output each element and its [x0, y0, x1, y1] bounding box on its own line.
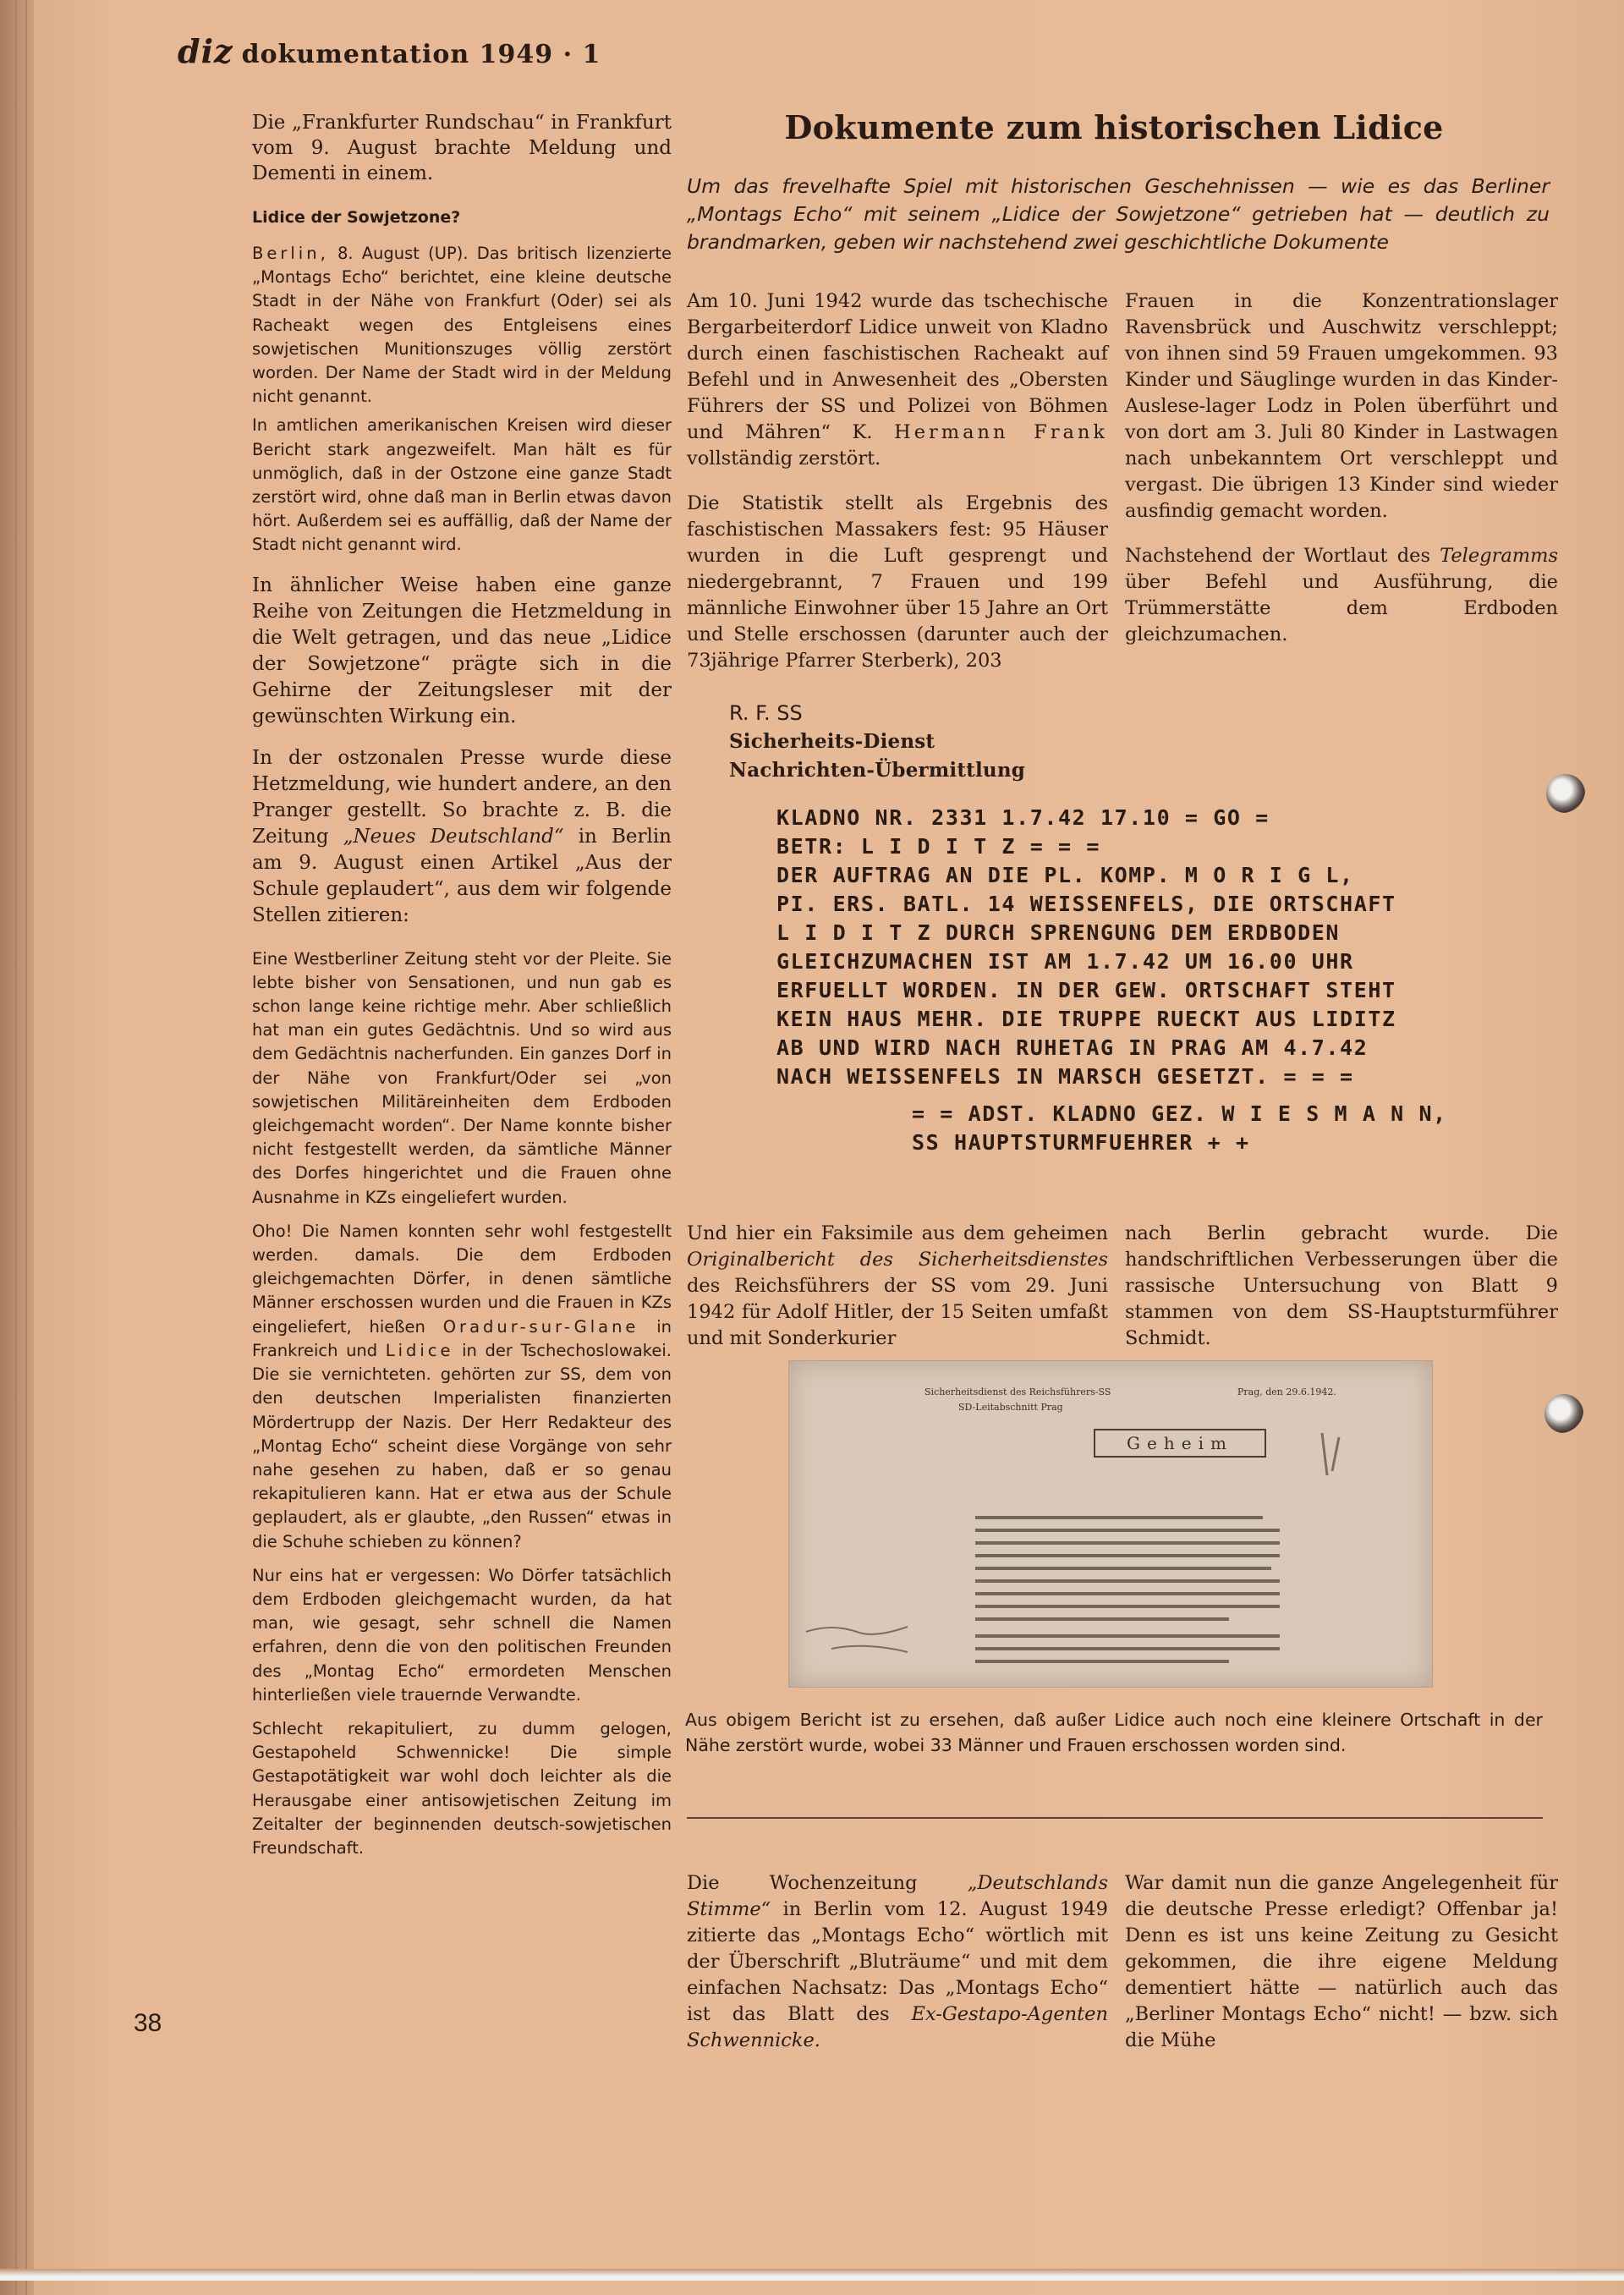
telegram-signature: = = ADST. KLADNO GEZ. W I E S M A N N,	[912, 1101, 1447, 1126]
telegram-line: DER AUFTRAG AN DIE PL. KOMP. M O R I G L,	[776, 863, 1354, 887]
report-paragraph: Berlin, 8. August (UP). Das britisch lizenzierte „Montags Echo“ berichtet, eine kleine deutsche Stadt in der Nähe von Frankfurt (Oder) sei als Racheakt wegen des Entgleisens eines sowjetischen Munitionszuges völlig zerstört worden. Der Name der Stadt wird in der Meldung nicht genannt.	[252, 244, 672, 407]
punch-hole	[1544, 1394, 1583, 1433]
body-paragraph: Die Statistik stellt als Ergebnis des faschistischen Massakers fest: 95 Häuser wurden in die Luft gesprengt und niedergebrannt, 7 Frauen und 199 männliche Einwohner über 15 Jahre an Ort und Stelle erschossen (darunter auch der 73jährige Pfarrer Sterberk), 203	[687, 492, 1108, 672]
body-paragraph: Am 10. Juni 1942 wurde das tschechische Bergarbeiterdorf Lidice unweit von Kladno durch einen faschistischen Racheakt auf Befehl und in Anwesenheit des „Obersten Führers der SS und Polizei von Böhmen und Mähren“ K. Hermann Frank vollständig zerstört.	[687, 289, 1109, 469]
body-paragraph: Und hier ein Faksimile aus dem geheimen Originalbericht des Sicherheitsdienstes des Reichsführers der SS vom 29. Juni 1942 für Adolf Hitler, der 15 Seiten umfaßt und mit Sonderkurier	[687, 1222, 1108, 1349]
telegram-line: AB UND WIRD NACH RUHETAG IN PRAG AM 4.7.42	[776, 1035, 1369, 1060]
body-paragraph: Nachstehend der Wortlaut des Telegramms über Befehl und Ausführung, die Trümmerstätte dem Erdboden gleichzumachen.	[1125, 545, 1558, 645]
quote-paragraph: Schlecht rekapituliert, zu dumm gelogen, Gestapoheld Schwennicke! Die simple Gestapotätigkeit war wohl doch leichter als die Herausgabe einer antisowjetischen Zeitung im Zeitalter der beginnenden deutsch-sowjetischen Freundschaft.	[252, 1718, 672, 1858]
telegram-line: ERFUELLT WORDEN. IN DER GEW. ORTSCHAFT STEHT	[776, 978, 1396, 1002]
telegram-signature: SS HAUPTSTURMFUEHRER + +	[912, 1130, 1250, 1155]
header-text: dokumentation 1949 · 1	[241, 40, 601, 69]
article-column-right	[1125, 1201, 1558, 1370]
header-logo: diz	[178, 32, 233, 70]
binding-stripe	[25, 0, 27, 2295]
telegram-line: GLEICHZUMACHEN IST AM 1.7.42 UM 16.00 UHR	[776, 949, 1354, 974]
article-column-left	[687, 1201, 1108, 1370]
facsimile-caption: Aus obigem Bericht ist zu ersehen, daß außer Lidice auch noch eine kleinere Ortschaft in der Nähe zerstört wurde, wobei 33 Männer und Frauen erschossen worden sind.	[685, 1710, 1543, 1755]
facsimile-header: Sicherheitsdienst des Reichsführers-SS	[924, 1386, 1111, 1397]
left-column	[252, 110, 672, 1860]
quote-paragraph: Eine Westberliner Zeitung steht vor der Pleite. Sie lebte bisher von Sensationen, und nun gab es schon lange keine richtige mehr. Aber schließlich hat man ein gutes Gedächtnis. Und so wird aus dem Gedächtnis nacherfunden. Ein ganzes Dorf in der Nähe von Frankfurt/Oder sei „von sowjetischen Militäreinheiten dem Erdboden gleichgemacht worden“. Der Name konnte bisher nicht festgestellt werden, da sämtliche Männer des Dorfes hingerichtet und die Frauen ohne Ausnahme in KZs eingeliefert wurden.	[252, 948, 672, 1207]
telegram-line: NACH WEISSENFELS IN MARSCH GESETZT. = = =	[776, 1064, 1354, 1089]
article-column-left	[687, 269, 1108, 694]
punch-hole	[1546, 774, 1585, 813]
org-line: Nachrichten-Übermittlung	[729, 759, 1026, 782]
page-bottom-edge	[0, 2269, 1624, 2281]
facsimile-date: Prag, den 29.6.1942.	[1237, 1386, 1336, 1397]
quote-paragraph: Oho! Die Namen konnten sehr wohl festgestellt werden. damals. Die dem Erdboden gleichgemachten Dörfer, in denen sämtliche Männer erschossen wurden und die Frauen in KZs eingeliefert, hießen Oradur-sur-Glane in Frankreich und Lidice in der Tschechoslowakei. Die sie vernichteten. gehörten zur SS, dem von den deutschen Imperialisten finanzierten Mördertrupp der Nazis. Der Herr Redakteur des „Montag Echo“ scheint diese Vorgänge von sehr nahe gesehen zu haben, daß er so genau rekapitulieren kann. Hat er etwa aus der Schule geplaudert, als er glaubte, „den Russen“ etwas in die Schuhe schieben zu können?	[252, 1221, 672, 1551]
intro-paragraph: Die „Frankfurter Rundschau“ in Frankfurt vom 9. August brachte Meldung und Dementi in einem.	[252, 112, 672, 184]
telegram-header	[729, 699, 1025, 785]
org-line: Sicherheits-Dienst	[729, 730, 935, 753]
running-header	[178, 32, 601, 70]
report-paragraph: In amtlichen amerikanischen Kreisen wird dieser Bericht stark angezweifelt. Man hält es für unmöglich, daß in der Ostzone eine ganze Stadt zerstört wird, ohne daß man in Berlin etwas davon hört. Außerdem sei es auffällig, daß der Name der Stadt nicht genannt wird.	[252, 415, 672, 555]
section-heading: Lidice der Sowjetzone?	[252, 208, 461, 227]
telegram-text	[776, 804, 1512, 1157]
binding-edge	[0, 0, 34, 2295]
body-paragraph: Frauen in die Konzentrationslager Ravensbrück und Auschwitz verschleppt; von ihnen sind 59 Frauen umgekommen. 93 Kinder und Säuglinge wurden in das Kinder-Auslese-lager Lodz in Polen überführt und von dort am 3. Juli 80 Kinder in Lastwagen nach unbekanntem Ort verschleppt und vergast. Die übrigen 13 Kinder sind wieder ausfindig gemacht worden.	[1125, 289, 1558, 522]
geheim-stamp: Geheim	[1094, 1429, 1266, 1458]
article-subtitle: Um das frevelhafte Spiel mit historischen Geschehnissen — wie es das Berliner „Montags Echo“ mit seinem „Lidice der Sowjetzone“ getrieben hat — deutlich zu brandmarken, geben wir nachstehend zwei geschichtliche Dokumente	[687, 174, 1550, 254]
page-number: 38	[134, 2009, 162, 2037]
facsimile-image	[788, 1360, 1433, 1688]
facsimile-text-lines	[789, 1361, 1432, 1687]
body-paragraph: nach Berlin gebracht wurde. Die handschriftlichen Verbesserungen über die rassische Untersuchung von Blatt 9 stammen von dem SS-Hauptsturmführer Schmidt.	[1125, 1222, 1558, 1349]
article-column-right	[1125, 269, 1558, 667]
article-column-right	[1125, 1851, 1558, 2073]
binding-stripe	[15, 0, 17, 2295]
quote-paragraph: Nur eins hat er vergessen: Wo Dörfer tatsächlich dem Erdboden gleichgemacht wurden, da hat man, wie gesagt, sehr schnell die Namen erfahren, denn die von den politischen Freunden des „Montag Echo“ ermordeten Menschen hinterließen viele trauernde Verwandte.	[252, 1565, 672, 1705]
telegram-line: PI. ERS. BATL. 14 WEISSENFELS, DIE ORTSCHAFT	[776, 892, 1396, 916]
body-paragraph: In ähnlicher Weise haben eine ganze Reihe von Zeitungen die Hetzmeldung in die Welt getragen, und das neue „Lidice der Sowjetzone“ prägte sich in die Gehirne der Zeitungsleser mit der gewünschten Wirkung ein.	[252, 574, 672, 727]
facsimile-header: SD-Leitabschnitt Prag	[958, 1402, 1063, 1413]
body-paragraph: War damit nun die ganze Angelegenheit für die deutsche Presse erledigt? Offenbar ja! Denn es ist uns keine Zeitung zu Gesicht gekommen, die ihre eigene Meldung dementiert hätte — natürlich auch das „Berliner Montags Echo“ nicht! — bzw. sich die Mühe	[1125, 1871, 1558, 2051]
section-divider	[687, 1817, 1543, 1819]
article-title: Dokumente zum historischen Lidice	[784, 108, 1444, 146]
org-line: R. F. SS	[729, 701, 803, 725]
article-column-left	[687, 1851, 1108, 2073]
telegram-line: L I D I T Z DURCH SPRENGUNG DEM ERDBODEN	[776, 920, 1341, 945]
telegram-line: BETR: L I D I T Z = = =	[776, 834, 1100, 859]
body-paragraph: Die Wochenzeitung „Deutschlands Stimme“ in Berlin vom 12. August 1949 zitierte das „Montags Echo“ wörtlich mit der Überschrift „Bluträume“ und mit dem einfachen Nachsatz: Das „Montags Echo“ ist das Blatt des Ex-Gestapo-Agenten Schwennicke.	[687, 1871, 1108, 2051]
telegram-line: KLADNO NR. 2331 1.7.42 17.10 = GO =	[776, 805, 1270, 830]
telegram-line: KEIN HAUS MEHR. DIE TRUPPE RUECKT AUS LIDITZ	[776, 1007, 1396, 1031]
body-paragraph: In der ostzonalen Presse wurde diese Hetzmeldung, wie hundert andere, an den Pranger gestellt. So brachte z. B. die Zeitung „Neues Deutschland“ in Berlin am 9. August einen Artikel „Aus der Schule geplaudert“, aus dem wir folgende Stellen zitieren:	[252, 746, 672, 926]
